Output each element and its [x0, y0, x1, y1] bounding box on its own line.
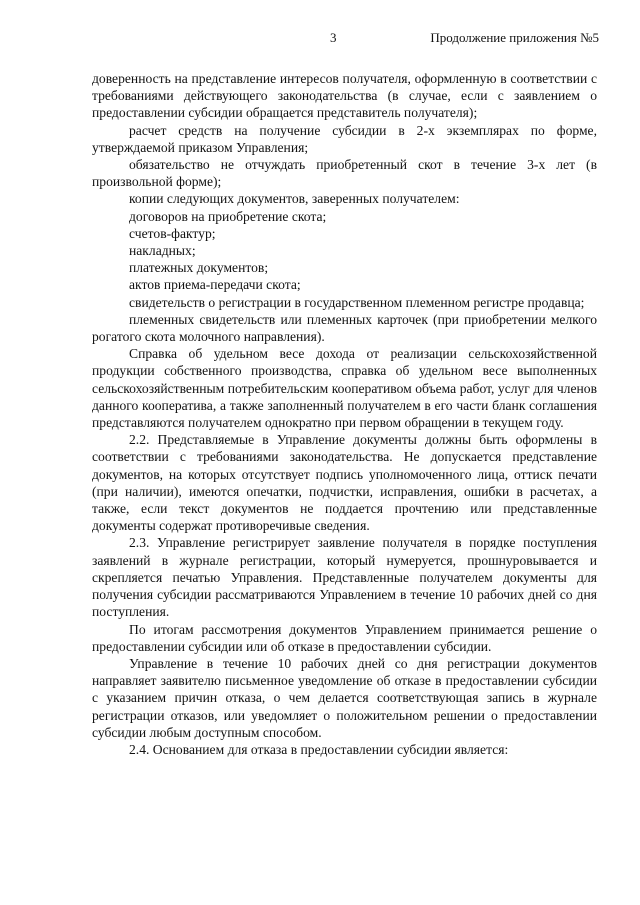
paragraph: накладных;: [129, 243, 196, 259]
paragraph: актов приема-передачи скота;: [129, 277, 301, 293]
paragraph: 2.3. Управление регистрирует заявление получателя в порядке поступления заявлений в журнале регистрации, который нумеруется, прошнуровывается и скрепляется печатью Управления. Представленные получателем документы для получения субсидии рассматриваются Управлением в течение 10 рабочих дней со дня поступления.: [92, 535, 597, 620]
paragraph: копии следующих документов, заверенных получателем:: [129, 191, 460, 207]
document-body: [92, 70, 597, 758]
paragraph: По итогам рассмотрения документов Управлением принимается решение о предоставлении субсидии или об отказе в предоставлении субсидии.: [92, 621, 597, 654]
page-number: 3: [330, 30, 337, 45]
paragraph: договоров на приобретение скота;: [129, 208, 327, 224]
paragraph: расчет средств на получение субсидии в 2-х экземплярах по форме, утверждаемой приказом Управления;: [92, 122, 597, 155]
paragraph: счетов-фактур;: [129, 225, 216, 241]
paragraph: 2.2. Представляемые в Управление документы должны быть оформлены в соответствии с требованиями законодательства. Не допускается представление документов, на которых отсутствует подпись уполномоченного лица, оттиск печати (при наличии), имеются опечатки, подчистки, исправления, ошибки в расчетах, а также, если текст документов не поддается прочтению или представленные документы содержат противоречивые сведения.: [92, 432, 597, 534]
paragraph: 2.4. Основанием для отказа в предоставлении субсидии является:: [129, 741, 509, 757]
paragraph: Управление в течение 10 рабочих дней со дня регистрации документов направляет заявителю письменное уведомление об отказе в предоставлении субсидии с указанием причин отказа, о чем делается соответствующая запись в журнале регистрации отказов, или уведомляет о положительном решении о предоставлении субсидии любым доступным способом.: [92, 655, 597, 740]
paragraph: свидетельств о регистрации в государственном племенном регистре продавца;: [129, 294, 585, 310]
paragraph: Справка об удельном весе дохода от реализации сельскохозяйственной продукции собственного производства, справка об удельном весе выполненных сельскохозяйственным потребительским кооперативом объема работ, услуг для членов данного кооператива, а также заполненный получателем в его части бланк соглашения представляются получателем однократно при первом обращении в текущем году.: [92, 346, 597, 431]
paragraph: доверенность на представление интересов получателя, оформленную в соответствии с требованиями действующего законодательства (в случае, если с заявлением о предоставлении субсидии обращается представитель получателя);: [92, 71, 597, 121]
paragraph: платежных документов;: [129, 260, 269, 276]
appendix-reference: Продолжение приложения №5: [430, 30, 599, 45]
page-header: [0, 30, 640, 50]
paragraph: племенных свидетельств или племенных карточек (при приобретении мелкого рогатого скота молочного направления).: [92, 311, 597, 345]
paragraph: обязательство не отчуждать приобретенный скот в течение 3-х лет (в произвольной форме);: [92, 157, 597, 190]
